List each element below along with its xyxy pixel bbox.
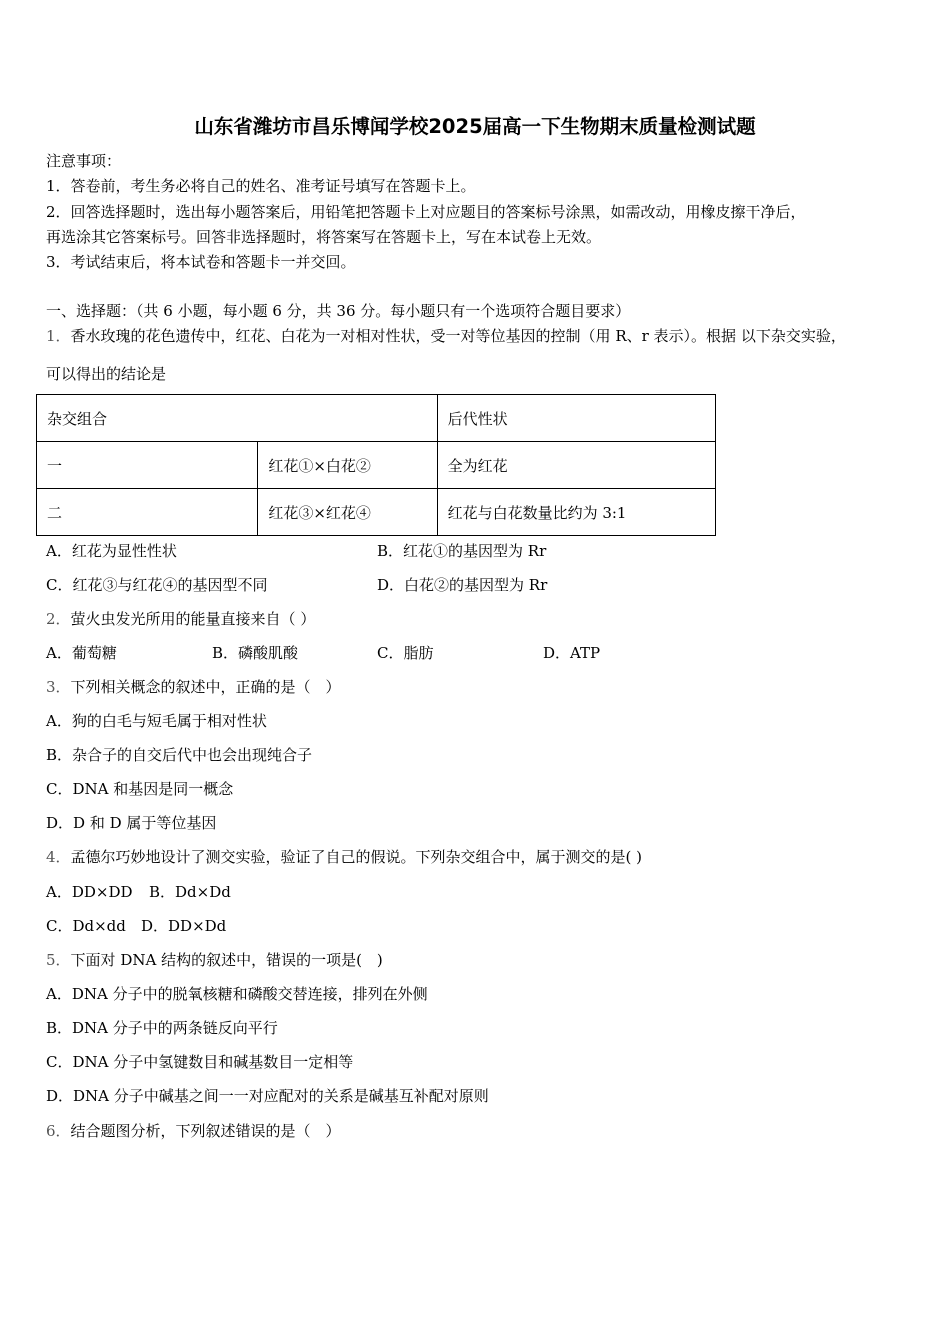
option-b: B．DNA 分子中的两条链反向平行: [46, 1019, 278, 1037]
page-title: 山东省潍坊市昌乐博闻学校2025届高一下生物期末质量检测试题: [194, 115, 756, 138]
option-b: B．磷酸肌酸: [212, 644, 299, 662]
option-c: C．DNA 分子中氢键数目和碱基数目一定相等: [46, 1053, 354, 1071]
table-cell: 红花与白花数量比约为 3:1: [437, 489, 715, 536]
table-cell: 二: [37, 489, 258, 536]
question-text-cont: 可以得出的结论是: [46, 365, 167, 383]
cross-table: [36, 394, 716, 536]
option-d: D．白花②的基因型为 Rr: [377, 576, 548, 594]
question-text: 结合题图分析，下列叙述错误的是（ ）: [70, 1122, 341, 1140]
question-1: [46, 326, 846, 346]
question-4: [46, 847, 642, 867]
question-number: 3．: [46, 678, 71, 696]
question-number: 1．: [46, 327, 71, 345]
table-row: [37, 442, 716, 489]
option-c: C．脂肪: [377, 644, 434, 662]
option-c: C．Dd×dd: [46, 917, 126, 935]
option-a: A．葡萄糖: [46, 644, 117, 662]
question-text: 下列相关概念的叙述中，正确的是（ ）: [70, 678, 341, 696]
option-a: A．红花为显性性状: [46, 542, 177, 560]
option-a: A．DNA 分子中的脱氧核糖和磷酸交替连接，排列在外侧: [46, 985, 428, 1003]
notice-item: 2．回答选择题时，选出每小题答案后，用铅笔把答题卡上对应题目的答案标号涂黑，如需改动，用橡皮擦干净后，: [46, 203, 806, 221]
question-2: [46, 609, 315, 629]
question-number: 6．: [46, 1122, 71, 1140]
table-cell: 红花①×白花②: [258, 442, 437, 489]
section-heading: 一、选择题：（共 6 小题，每小题 6 分，共 36 分。每小题只有一个选项符合题目要求）: [46, 302, 631, 320]
option-a: A．狗的白毛与短毛属于相对性状: [46, 712, 267, 730]
table-header-cell: 后代性状: [437, 395, 715, 442]
option-a: A．DD×DD: [46, 883, 133, 901]
notice-heading: 注意事项：: [46, 152, 122, 170]
notice-item: 1．答卷前，考生务必将自己的姓名、准考证号填写在答题卡上。: [46, 177, 476, 195]
option-c: C．DNA 和基因是同一概念: [46, 780, 234, 798]
question-number: 5．: [46, 951, 71, 969]
table-cell: 红花③×红花④: [258, 489, 437, 536]
table-header-cell: 杂交组合: [37, 395, 438, 442]
table-cell: 一: [37, 442, 258, 489]
question-number: 4．: [46, 848, 71, 866]
question-6: [46, 1121, 341, 1141]
option-d: D．DD×Dd: [141, 917, 227, 935]
option-b: B．Dd×Dd: [149, 883, 231, 901]
question-3: [46, 677, 341, 697]
table-row: [37, 489, 716, 536]
question-text: 下面对 DNA 结构的叙述中，错误的一项是( ): [70, 951, 383, 969]
question-text: 香水玫瑰的花色遗传中，红花、白花为一对相对性状，受一对等位基因的控制（用 R、r 表示）。根据 以下杂交实验，: [70, 327, 846, 345]
notice-item: 再选涂其它答案标号。回答非选择题时，将答案写在答题卡上，写在本试卷上无效。: [46, 228, 602, 246]
question-number: 2．: [46, 610, 71, 628]
option-b: B．杂合子的自交后代中也会出现纯合子: [46, 746, 313, 764]
option-d: D．ATP: [543, 644, 601, 662]
table-cell: 全为红花: [437, 442, 715, 489]
table-header-row: [37, 395, 716, 442]
option-d: D．D 和 D 属于等位基因: [46, 814, 217, 832]
question-text: 萤火虫发光所用的能量直接来自（ ）: [70, 610, 316, 628]
question-5: [46, 950, 383, 970]
option-c: C．红花③与红花④的基因型不同: [46, 576, 268, 594]
option-b: B．红花①的基因型为 Rr: [377, 542, 547, 560]
option-d: D．DNA 分子中碱基之间一一对应配对的关系是碱基互补配对原则: [46, 1087, 489, 1105]
question-text: 孟德尔巧妙地设计了测交实验，验证了自己的假说。下列杂交组合中，属于测交的是( ): [70, 848, 643, 866]
notice-item: 3．考试结束后，将本试卷和答题卡一并交回。: [46, 253, 356, 271]
